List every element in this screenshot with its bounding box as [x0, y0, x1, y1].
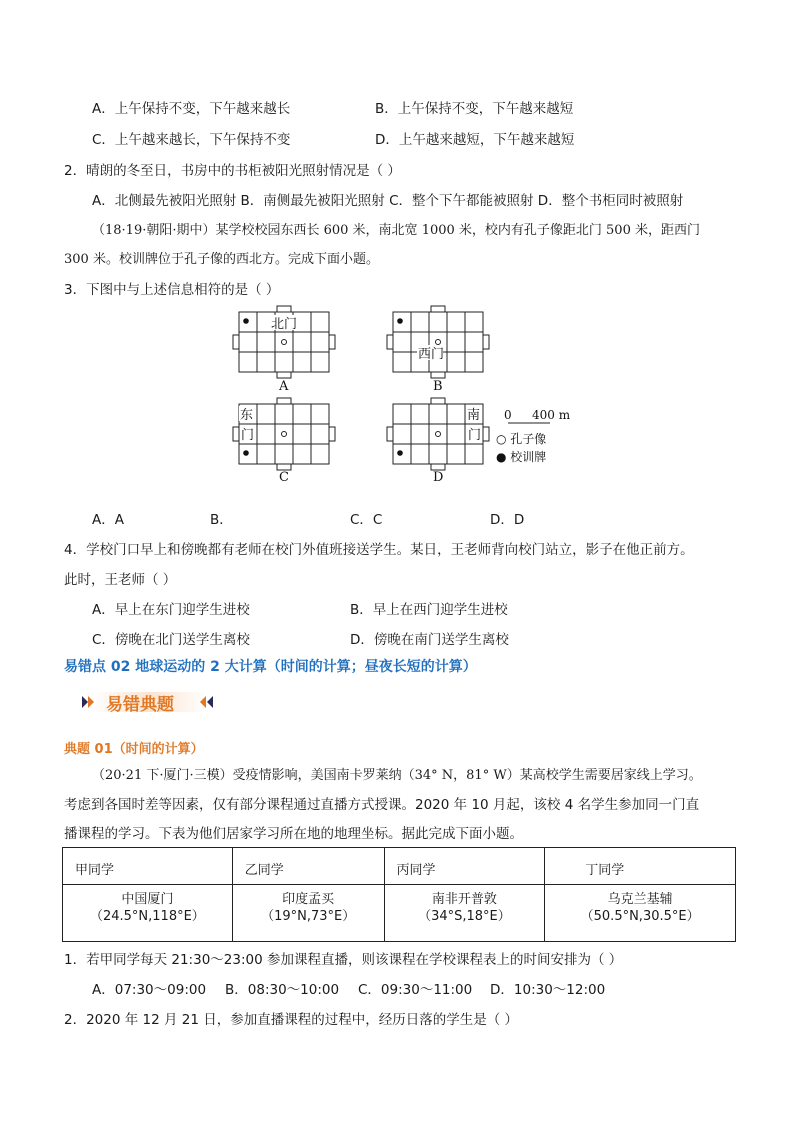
q1-option-a: A．上午保持不变，下午越来越长	[92, 101, 291, 117]
q2-options: A．北侧最先被阳光照射 B．南侧最先被阳光照射 C．整个下午都能被照射 D．整个书柜同时被照射	[92, 193, 684, 209]
q4-option-b: B．早上在西门迎学生进校	[350, 602, 508, 618]
scale-zero: 0	[504, 408, 512, 422]
q4-stem-line1: 4．学校门口早上和傍晚都有老师在校门外值班接送学生。某日，王老师背向校门站立，影子在他正前方。	[64, 542, 694, 558]
map-b	[387, 306, 489, 378]
q6-stem: 2．2020 年 12 月 21 日，参加直播课程的过程中，经历日落的学生是（ ）	[64, 1012, 519, 1028]
map-label-c: C	[279, 470, 289, 485]
q3-option-c: C．C	[350, 512, 383, 528]
passage1-line2: 300 米。校训牌位于孔子像的西北方。完成下面小题。	[64, 252, 379, 267]
q4-stem-line2: 此时，王老师（ ）	[64, 572, 177, 588]
sign-marker-a	[243, 318, 249, 324]
table-cell	[232, 885, 384, 942]
q5-stem: 1．若甲同学每天 21:30～23:00 参加课程直播，则该课程在学校课程表上的时间安排为（ ）	[64, 952, 623, 968]
section-banner	[82, 688, 217, 716]
table-cell	[545, 885, 736, 942]
q1-option-b: B．上午保持不变，下午越来越短	[375, 101, 574, 117]
statue-marker-b	[436, 340, 441, 345]
q3-option-a: A．A	[92, 512, 124, 528]
q3-stem: 3．下图中与上述信息相符的是（ ）	[64, 282, 280, 298]
gate-label-b: 西门	[418, 347, 445, 362]
place-name: 南非开普敦	[431, 892, 497, 907]
q2-stem: 2．晴朗的冬至日，书房中的书柜被阳光照射情况是（ ）	[64, 163, 401, 179]
sign-marker-c	[243, 450, 249, 456]
statue-marker-d	[436, 432, 441, 437]
q3-option-d: D．D	[490, 512, 525, 528]
gate-label-c2: 门	[241, 428, 255, 443]
banner-title: 易错典题	[106, 695, 174, 715]
section-heading: 易错点 02 地球运动的 2 大计算（时间的计算；昼夜长短的计算）	[64, 659, 477, 675]
q4-option-a: A．早上在东门迎学生进校	[92, 602, 250, 618]
q5-option-c: C．09:30～11:00	[358, 982, 473, 998]
place-name: 乌克兰基辅	[607, 892, 673, 907]
map-label-d: D	[433, 470, 444, 485]
q5-option-d: D．10:30～12:00	[490, 982, 606, 998]
passage2-line1: （20·21 下·厦门·三模）受疫情影响，美国南卡罗莱纳（34° N，81° W）某高校学生需要居家线上学习。	[92, 768, 702, 783]
place-coords: （24.5°N,118°E）	[89, 909, 205, 924]
passage1-line1: （18·19·朝阳·期中）某学校校园东西长 600 米，南北宽 1000 米，校内有孔子像距北门 500 米，距西门	[92, 223, 700, 238]
legend-statue: ○ 孔子像	[496, 432, 547, 446]
statue-marker-c	[282, 432, 287, 437]
gate-label-d2: 门	[468, 428, 482, 443]
table-cell	[384, 885, 545, 942]
place-coords: （19°N,73°E）	[261, 909, 356, 924]
campus-maps-figure	[225, 305, 570, 490]
table-header-cell: 丁同学	[545, 848, 736, 885]
q3-option-b: B．	[210, 512, 233, 528]
q1-option-d: D．上午越来越短，下午越来越短	[375, 132, 575, 148]
table-header-cell: 丙同学	[384, 848, 545, 885]
q5-option-a: A．07:30～09:00	[92, 982, 207, 998]
sign-marker-d	[397, 450, 403, 456]
table-header-cell: 乙同学	[232, 848, 384, 885]
map-label-a: A	[279, 379, 289, 394]
q5-option-b: B．08:30～10:00	[225, 982, 340, 998]
place-coords: （34°S,18°E）	[418, 909, 511, 924]
place-name: 印度孟买	[282, 892, 335, 907]
place-coords: （50.5°N,30.5°E）	[580, 909, 700, 924]
gate-label-a: 北门	[271, 317, 298, 332]
map-label-b: B	[433, 379, 443, 394]
table-row	[63, 885, 736, 942]
gate-label-d1: 南	[467, 408, 481, 423]
scale-text: 400 m	[532, 408, 570, 422]
sign-marker-b	[397, 318, 403, 324]
example-title: 典题 01（时间的计算）	[64, 742, 204, 757]
gate-label-c1: 东	[240, 408, 254, 423]
table-header-cell: 甲同学	[63, 848, 233, 885]
table-cell	[63, 885, 233, 942]
q4-option-c: C．傍晚在北门送学生离校	[92, 632, 250, 648]
coordinates-table	[62, 847, 736, 942]
passage2-line2: 考虑到各国时差等因素，仅有部分课程通过直播方式授课。2020 年 10 月起，该校 4 名学生参加同一门直	[64, 797, 700, 813]
q4-option-d: D．傍晚在南门送学生离校	[350, 632, 509, 648]
place-name: 中国厦门	[121, 892, 174, 907]
q1-option-c: C．上午越来越长，下午保持不变	[92, 132, 291, 148]
passage2-line3: 播课程的学习。下表为他们居家学习所在地的地理坐标。据此完成下面小题。	[64, 826, 523, 842]
legend-sign: ● 校训牌	[496, 450, 547, 464]
table-header-row	[63, 848, 736, 885]
statue-marker-a	[282, 340, 287, 345]
